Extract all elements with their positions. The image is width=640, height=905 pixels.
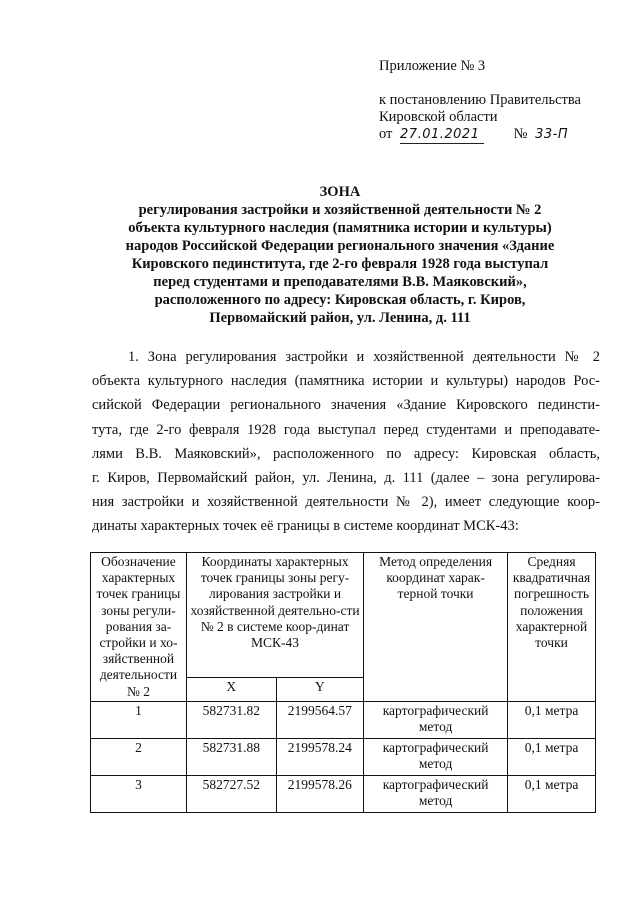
heading-line: народов Российской Федерации регионального значения «Здание xyxy=(125,238,555,254)
paragraph-line: тута, где 2-го февраля 1928 года выступал перед студентами и преподавате- xyxy=(92,421,600,438)
cell-x: 582727.52 xyxy=(186,775,276,812)
appendix-title: Приложение № 3 xyxy=(379,58,486,74)
header-point: Обозначение характерных точек границы зоны регули-рования за-стройки и хо-зяйственной деятельности № 2 xyxy=(91,553,187,702)
header-x: X xyxy=(186,677,276,701)
cell-x: 582731.82 xyxy=(186,701,276,738)
cell-y: 2199578.24 xyxy=(276,738,364,775)
appendix-block xyxy=(379,58,581,144)
paragraph-line: 1. Зона регулирования застройки и хозяйственной деятельности № 2 xyxy=(128,349,600,365)
cell-method: картографический метод xyxy=(364,738,508,775)
handwritten-number: 33-П xyxy=(535,127,569,142)
header-coordinates: Координаты характерных точек границы зоны регу-лирования застройки и хозяйственной деятельно-сти № 2 в системе коор-динат МСК-43 xyxy=(186,553,363,678)
appendix-line-2: Кировской области xyxy=(379,109,498,125)
number-label: № xyxy=(513,126,528,142)
heading-line: расположенного по адресу: Кировская область, г. Киров, xyxy=(154,292,526,308)
table-row xyxy=(91,701,596,738)
header-error: Средняя квадратичная погрешность положения характерной точки xyxy=(508,553,596,702)
cell-y: 2199564.57 xyxy=(276,701,364,738)
cell-method: картографический метод xyxy=(364,701,508,738)
paragraph-line: объекта культурного наследия (памятника истории и культуры) народов Рос- xyxy=(92,373,600,390)
header-method: Метод определения координат харак-терной точки xyxy=(364,553,508,702)
cell-error: 0,1 метра xyxy=(508,775,596,812)
heading-line: перед студентами и преподавателями В.В. Маяковский», xyxy=(153,274,527,290)
cell-x: 582731.88 xyxy=(186,738,276,775)
paragraph-line: ния застройки и хозяйственной деятельности № 2), имеет следующие коор- xyxy=(92,494,600,511)
table-header-row xyxy=(91,553,596,678)
from-label: от xyxy=(379,126,393,142)
table-row xyxy=(91,738,596,775)
heading-line: объекта культурного наследия (памятника истории и культуры) xyxy=(128,220,552,236)
appendix-line-1: к постановлению Правительства xyxy=(379,92,581,108)
paragraph-line: г. Киров, Первомайский район, ул. Ленина, д. 111 (далее – зона регулирова- xyxy=(92,470,600,487)
paragraph-line: динаты характерных точек её границы в системе координат МСК-43: xyxy=(92,518,519,535)
cell-method: картографический метод xyxy=(364,775,508,812)
body-paragraph xyxy=(92,345,600,539)
heading-line: регулирования застройки и хозяйственной деятельности № 2 xyxy=(138,202,542,218)
heading-line: ЗОНА xyxy=(319,184,361,200)
appendix-date-line xyxy=(379,126,581,144)
cell-y: 2199578.26 xyxy=(276,775,364,812)
table-row xyxy=(91,775,596,812)
heading-line: Первомайский район, ул. Ленина, д. 111 xyxy=(209,310,471,326)
header-y: Y xyxy=(276,677,364,701)
coordinates-table xyxy=(90,552,596,813)
paragraph-line: лями В.В. Маяковский», расположенного по адресу: Кировская область, xyxy=(92,445,600,462)
document-heading xyxy=(80,183,600,327)
cell-error: 0,1 метра xyxy=(508,738,596,775)
cell-error: 0,1 метра xyxy=(508,701,596,738)
cell-point: 2 xyxy=(91,738,187,775)
paragraph-line: сийской Федерации регионального значения «Здание Кировского пединсти- xyxy=(92,397,600,414)
handwritten-date: 27.01.2021 xyxy=(400,126,484,144)
cell-point: 3 xyxy=(91,775,187,812)
cell-point: 1 xyxy=(91,701,187,738)
heading-line: Кировского пединститута, где 2-го февраля 1928 года выступал xyxy=(131,256,549,272)
